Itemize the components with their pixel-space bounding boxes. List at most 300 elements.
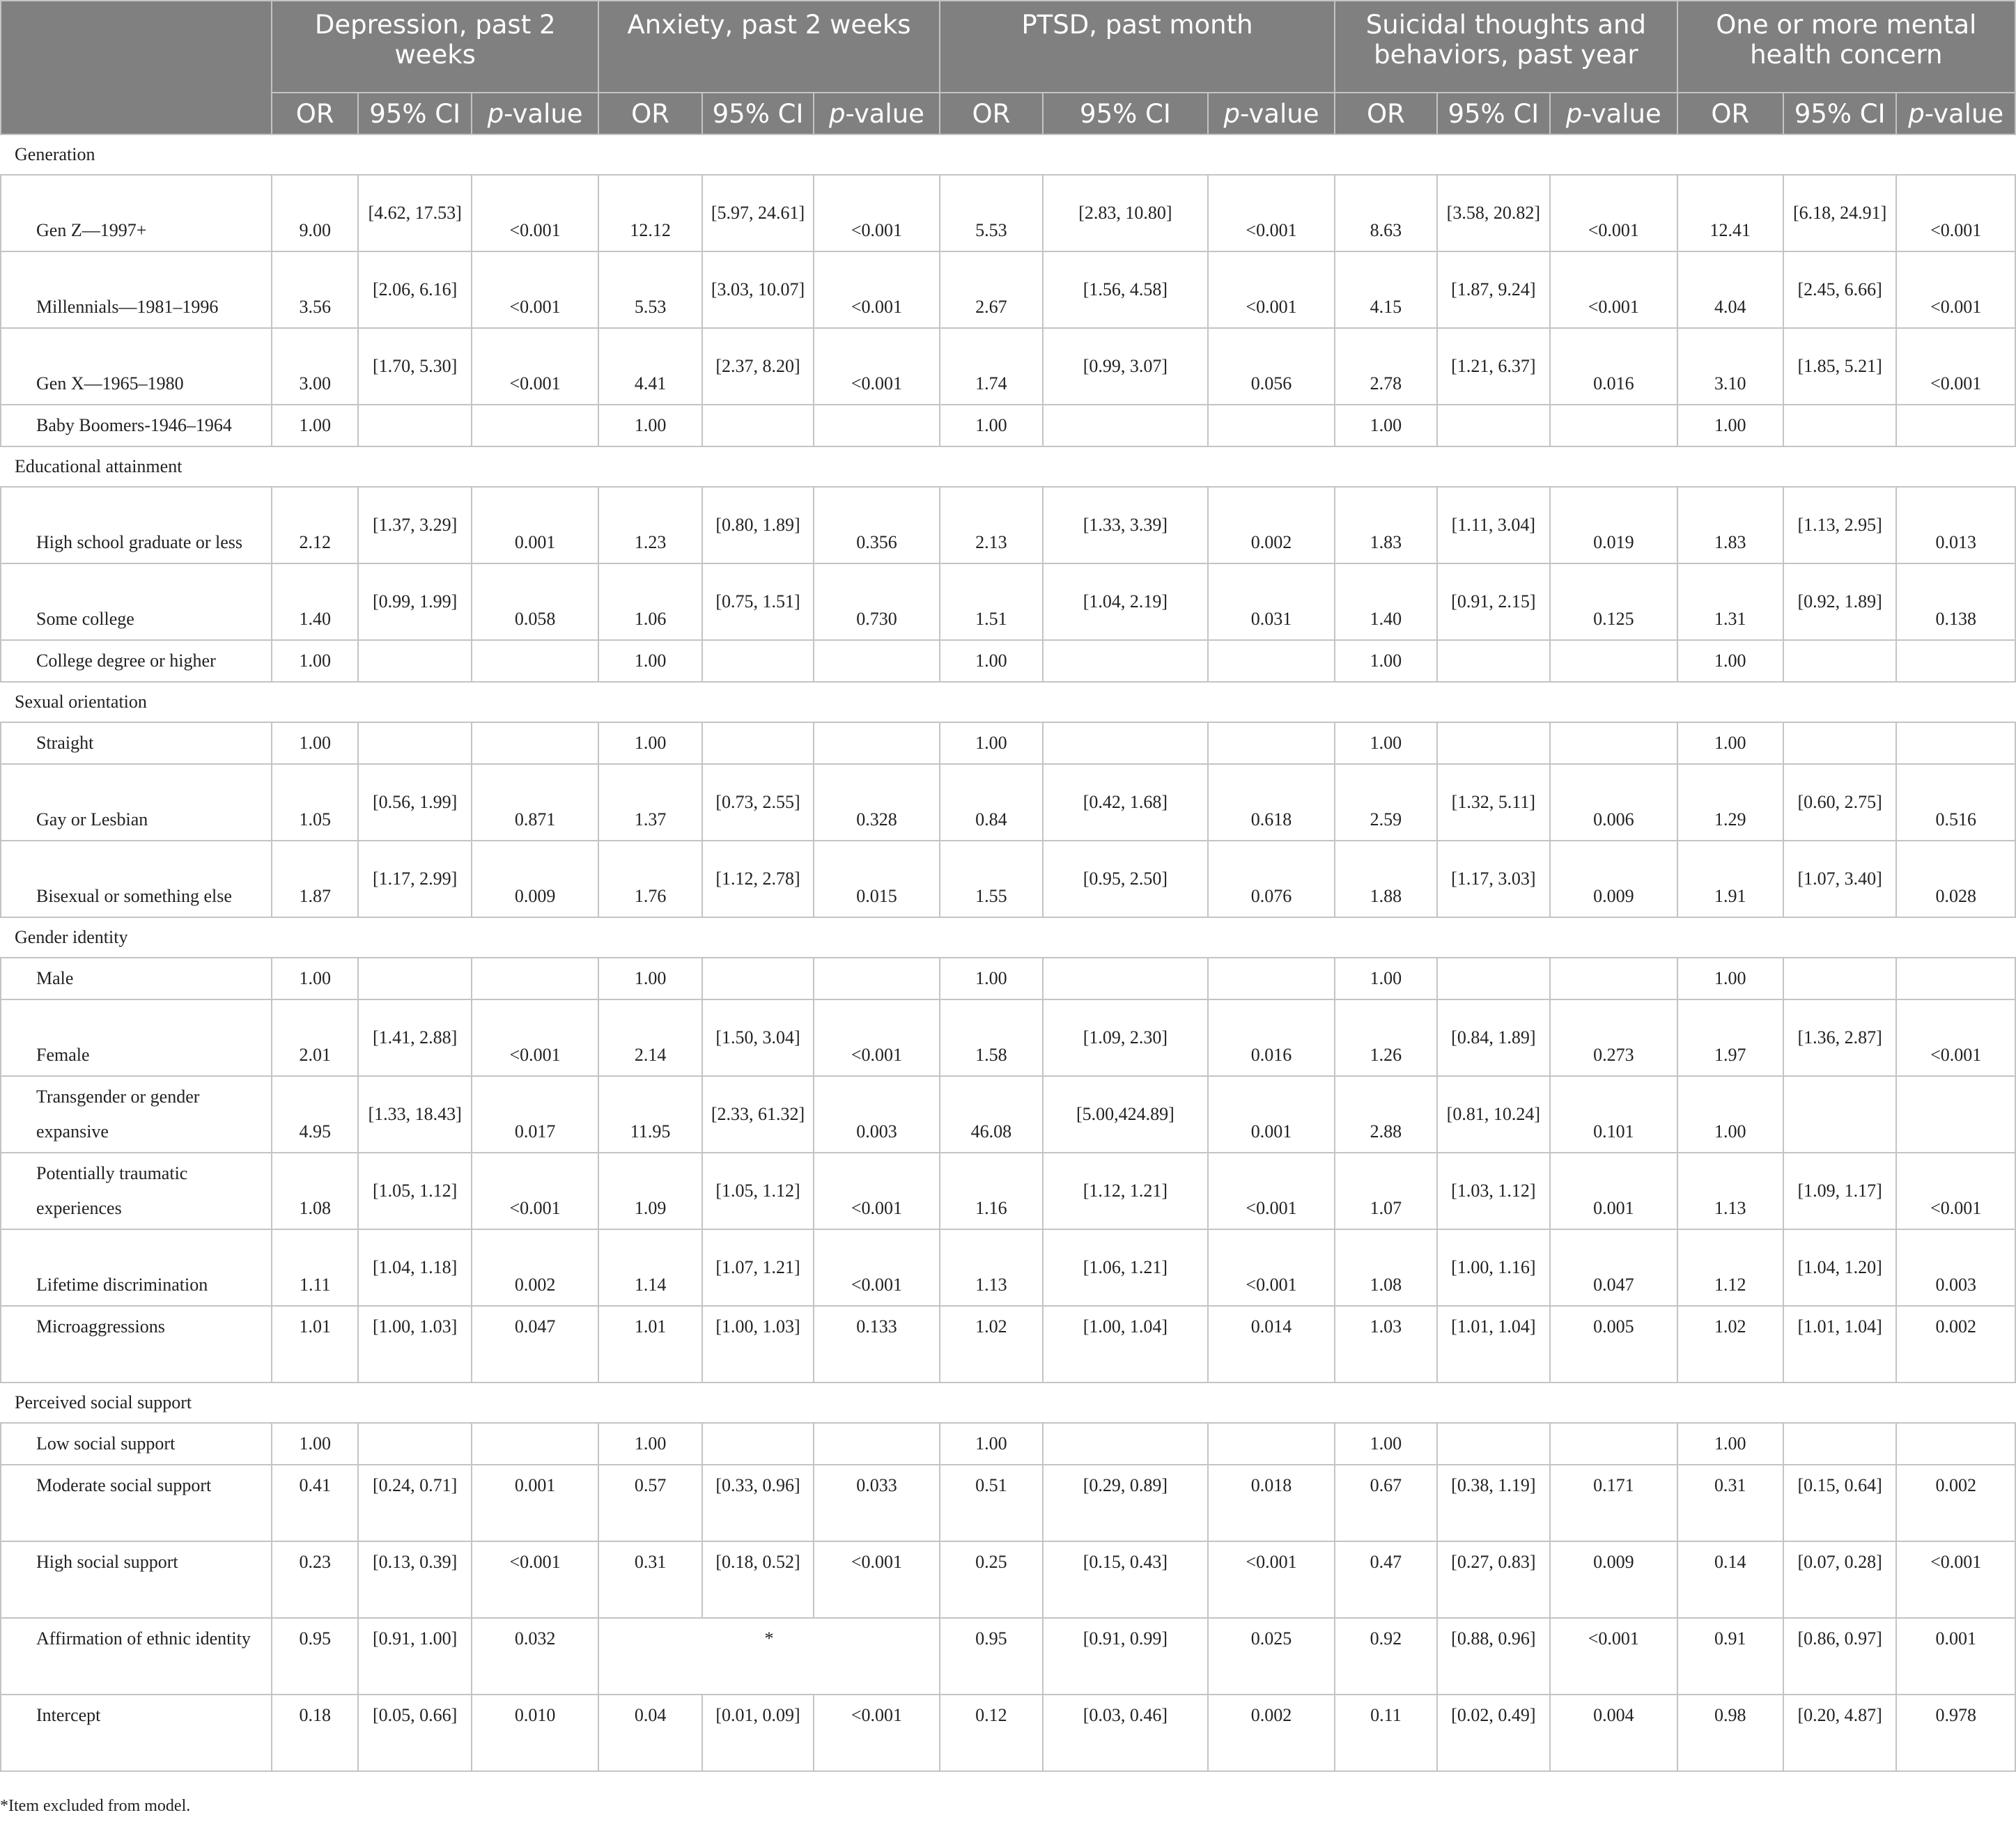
cell-p-value: 0.133	[814, 1306, 940, 1383]
cell-ci: [1.21, 6.37]	[1437, 328, 1550, 405]
cell-ci: [1.07, 1.21]	[702, 1229, 814, 1306]
cell-ci: [2.33, 61.32]	[702, 1076, 814, 1153]
cell-ci	[702, 722, 814, 764]
cell-or: 1.07	[1335, 1153, 1436, 1229]
cell-or: 1.37	[598, 764, 701, 841]
cell-p-value: <0.001	[1208, 1153, 1335, 1229]
cell-ci: [1.85, 5.21]	[1783, 328, 1896, 405]
cell-p-value: 0.009	[1550, 1541, 1677, 1618]
cell-ci	[1783, 640, 1896, 682]
cell-p-value	[472, 640, 599, 682]
cell-ci: [5.00,424.89]	[1043, 1076, 1208, 1153]
cell-p-value: 0.009	[472, 841, 599, 917]
table-row	[1, 251, 2015, 328]
cell-ci: [1.01, 1.04]	[1783, 1306, 1896, 1383]
subheader-ci: 95% CI	[1043, 93, 1208, 134]
cell-p-value	[814, 640, 940, 682]
cell-or: 0.18	[272, 1695, 358, 1771]
cell-p-value: 0.076	[1208, 841, 1335, 917]
cell-p-value: <0.001	[814, 328, 940, 405]
cell-p-value: 0.171	[1550, 1465, 1677, 1541]
cell-or: 0.12	[940, 1695, 1043, 1771]
cell-or: 1.00	[1677, 958, 1783, 999]
cell-or: 1.29	[1677, 764, 1783, 841]
cell-p-value	[1896, 1423, 2015, 1465]
cell-p-value: 0.618	[1208, 764, 1335, 841]
cell-p-value	[472, 722, 599, 764]
section-header-row	[1, 1383, 2015, 1423]
cell-p-value: 0.014	[1208, 1306, 1335, 1383]
cell-p-value: <0.001	[472, 999, 599, 1076]
header-group-depression: Depression, past 2 weeks	[272, 1, 598, 93]
table-row	[1, 328, 2015, 405]
cell-or: 1.00	[1335, 722, 1436, 764]
cell-p-value: <0.001	[1208, 175, 1335, 251]
cell-p-value: 0.018	[1208, 1465, 1335, 1541]
row-label: Microaggressions	[1, 1306, 272, 1383]
cell-or: 11.95	[598, 1076, 701, 1153]
subheader-or: OR	[940, 93, 1043, 134]
subheader-p-value	[472, 93, 599, 134]
cell-ci	[1783, 722, 1896, 764]
cell-or: 3.10	[1677, 328, 1783, 405]
cell-p-value: <0.001	[472, 1541, 599, 1618]
cell-or: 4.04	[1677, 251, 1783, 328]
cell-or: 1.00	[1677, 722, 1783, 764]
cell-or: 0.67	[1335, 1465, 1436, 1541]
cell-p-value	[472, 1423, 599, 1465]
cell-p-value: <0.001	[814, 251, 940, 328]
cell-ci	[1783, 405, 1896, 446]
row-label: Affirmation of ethnic identity	[1, 1618, 272, 1695]
cell-or: 2.14	[598, 999, 701, 1076]
cell-or: 0.23	[272, 1541, 358, 1618]
cell-ci: [1.05, 1.12]	[702, 1153, 814, 1229]
row-label: Transgender or gender expansive	[1, 1076, 272, 1153]
cell-or: 0.51	[940, 1465, 1043, 1541]
table-row	[1, 487, 2015, 563]
cell-or: 2.12	[272, 487, 358, 563]
cell-ci	[358, 640, 471, 682]
cell-p-value: 0.002	[472, 1229, 599, 1306]
cell-or: 4.95	[272, 1076, 358, 1153]
cell-ci: [1.87, 9.24]	[1437, 251, 1550, 328]
cell-ci: [1.04, 1.20]	[1783, 1229, 1896, 1306]
row-label: Male	[1, 958, 272, 999]
cell-p-value: 0.016	[1550, 328, 1677, 405]
cell-p-value: 0.056	[1208, 328, 1335, 405]
cell-ci: [2.06, 6.16]	[358, 251, 471, 328]
subheader-p-italic: p	[487, 98, 504, 129]
cell-ci: [0.15, 0.64]	[1783, 1465, 1896, 1541]
cell-ci: [1.32, 5.11]	[1437, 764, 1550, 841]
cell-or: 3.00	[272, 328, 358, 405]
cell-or: 2.13	[940, 487, 1043, 563]
cell-p-value: <0.001	[814, 175, 940, 251]
cell-ci: [0.02, 0.49]	[1437, 1695, 1550, 1771]
subheader-p-italic: p	[1565, 98, 1583, 129]
row-label: Potentially traumatic experiences	[1, 1153, 272, 1229]
cell-ci: [5.97, 24.61]	[702, 175, 814, 251]
cell-or: 1.00	[598, 405, 701, 446]
cell-or: 0.25	[940, 1541, 1043, 1618]
cell-or: 0.14	[1677, 1541, 1783, 1618]
cell-or: 1.00	[272, 958, 358, 999]
cell-p-value: <0.001	[472, 1153, 599, 1229]
cell-ci: [1.33, 18.43]	[358, 1076, 471, 1153]
cell-ci	[1783, 1076, 1896, 1153]
section-header-row	[1, 134, 2015, 175]
header-group-ptsd: PTSD, past month	[940, 1, 1335, 93]
cell-or: 1.03	[1335, 1306, 1436, 1383]
cell-or: 1.13	[940, 1229, 1043, 1306]
cell-or: 1.00	[940, 722, 1043, 764]
cell-ci: [0.56, 1.99]	[358, 764, 471, 841]
cell-p-value: 0.047	[1550, 1229, 1677, 1306]
cell-ci: [1.01, 1.04]	[1437, 1306, 1550, 1383]
subheader-p-value	[1550, 93, 1677, 134]
header-corner-cell	[1, 1, 272, 134]
cell-or: 0.04	[598, 1695, 701, 1771]
subheader-p-suffix: -value	[1240, 98, 1319, 129]
cell-or: 0.41	[272, 1465, 358, 1541]
subheader-or: OR	[598, 93, 701, 134]
cell-p-value: 0.138	[1896, 563, 2015, 640]
cell-or: 0.91	[1677, 1618, 1783, 1695]
header-group-suicidal: Suicidal thoughts and behaviors, past year	[1335, 1, 1677, 93]
cell-p-value	[814, 958, 940, 999]
cell-or: 1.13	[1677, 1153, 1783, 1229]
row-label: High school graduate or less	[1, 487, 272, 563]
section-label: Generation	[1, 134, 2015, 175]
cell-p-value: 0.001	[1896, 1618, 2015, 1695]
cell-or: 1.91	[1677, 841, 1783, 917]
cell-or: 12.41	[1677, 175, 1783, 251]
cell-or: 1.16	[940, 1153, 1043, 1229]
cell-ci: [1.50, 3.04]	[702, 999, 814, 1076]
header-group-row	[1, 1, 2015, 93]
cell-ci	[1437, 405, 1550, 446]
cell-ci: [1.37, 3.29]	[358, 487, 471, 563]
cell-p-value: 0.001	[472, 487, 599, 563]
cell-ci: [0.42, 1.68]	[1043, 764, 1208, 841]
cell-p-value: 0.002	[1896, 1465, 2015, 1541]
cell-ci: [0.18, 0.52]	[702, 1541, 814, 1618]
cell-p-value: <0.001	[472, 251, 599, 328]
table-row	[1, 405, 2015, 446]
cell-or: 1.97	[1677, 999, 1783, 1076]
cell-ci: [1.12, 1.21]	[1043, 1153, 1208, 1229]
subheader-p-italic: p	[828, 98, 846, 129]
cell-ci: [0.38, 1.19]	[1437, 1465, 1550, 1541]
cell-or: 1.51	[940, 563, 1043, 640]
cell-p-value: <0.001	[472, 328, 599, 405]
cell-or: 1.40	[272, 563, 358, 640]
cell-ci: [0.15, 0.43]	[1043, 1541, 1208, 1618]
row-label: Gay or Lesbian	[1, 764, 272, 841]
cell-p-value: 0.005	[1550, 1306, 1677, 1383]
row-label: Bisexual or something else	[1, 841, 272, 917]
cell-p-value: 0.017	[472, 1076, 599, 1153]
cell-p-value	[1550, 1423, 1677, 1465]
subheader-p-suffix: -value	[845, 98, 924, 129]
cell-ci: [0.81, 10.24]	[1437, 1076, 1550, 1153]
cell-or: 1.00	[1335, 958, 1436, 999]
subheader-p-italic: p	[1908, 98, 1925, 129]
cell-ci: [1.41, 2.88]	[358, 999, 471, 1076]
cell-or: 2.88	[1335, 1076, 1436, 1153]
cell-p-value	[1208, 722, 1335, 764]
cell-or: 1.02	[940, 1306, 1043, 1383]
row-label: Baby Boomers-1946–1964	[1, 405, 272, 446]
cell-ci: [1.70, 5.30]	[358, 328, 471, 405]
cell-p-value: 0.032	[472, 1618, 599, 1695]
cell-or: 1.83	[1677, 487, 1783, 563]
section-header-row	[1, 682, 2015, 722]
subheader-p-suffix: -value	[504, 98, 583, 129]
subheader-p-suffix: -value	[1582, 98, 1661, 129]
cell-ci	[1043, 958, 1208, 999]
cell-ci: [0.05, 0.66]	[358, 1695, 471, 1771]
cell-or: 2.01	[272, 999, 358, 1076]
cell-or: 1.00	[940, 1423, 1043, 1465]
cell-or: 8.63	[1335, 175, 1436, 251]
cell-or: 0.31	[1677, 1465, 1783, 1541]
row-label: Straight	[1, 722, 272, 764]
header-group-any-concern: One or more mental health concern	[1677, 1, 2015, 93]
table-footnote: *Item excluded from model.	[0, 1797, 191, 1815]
cell-ci: [0.01, 0.09]	[702, 1695, 814, 1771]
cell-or: 46.08	[940, 1076, 1043, 1153]
cell-ci: [1.00, 1.03]	[358, 1306, 471, 1383]
cell-ci	[1043, 722, 1208, 764]
table-row	[1, 1423, 2015, 1465]
cell-p-value	[1550, 640, 1677, 682]
cell-ci: [1.17, 3.03]	[1437, 841, 1550, 917]
cell-or: 1.00	[598, 640, 701, 682]
section-header-row	[1, 917, 2015, 958]
cell-or: 2.59	[1335, 764, 1436, 841]
table-row	[1, 1541, 2015, 1618]
cell-or: 1.87	[272, 841, 358, 917]
subheader-p-value	[1208, 93, 1335, 134]
cell-or: 0.84	[940, 764, 1043, 841]
cell-ci: [0.73, 2.55]	[702, 764, 814, 841]
row-label: Millennials—1981–1996	[1, 251, 272, 328]
section-header-row	[1, 446, 2015, 487]
cell-or: 1.00	[598, 722, 701, 764]
subheader-ci: 95% CI	[702, 93, 814, 134]
subheader-ci: 95% CI	[1437, 93, 1550, 134]
cell-p-value: <0.001	[1550, 1618, 1677, 1695]
cell-or: 1.23	[598, 487, 701, 563]
cell-or: 1.00	[272, 405, 358, 446]
cell-ci	[1043, 405, 1208, 446]
cell-ci	[358, 1423, 471, 1465]
cell-p-value: 0.101	[1550, 1076, 1677, 1153]
cell-p-value	[1896, 640, 2015, 682]
cell-p-value: 0.003	[1896, 1229, 2015, 1306]
cell-or: 1.00	[1335, 405, 1436, 446]
cell-p-value: <0.001	[1896, 251, 2015, 328]
cell-p-value: 0.356	[814, 487, 940, 563]
cell-p-value: 0.009	[1550, 841, 1677, 917]
row-label: Gen Z—1997+	[1, 175, 272, 251]
cell-or: 9.00	[272, 175, 358, 251]
table-row	[1, 563, 2015, 640]
cell-or: 2.67	[940, 251, 1043, 328]
cell-or: 1.05	[272, 764, 358, 841]
cell-or: 5.53	[940, 175, 1043, 251]
cell-p-value	[1208, 405, 1335, 446]
cell-or: 1.00	[272, 722, 358, 764]
cell-ci	[702, 1423, 814, 1465]
cell-or: 0.57	[598, 1465, 701, 1541]
cell-ci	[702, 640, 814, 682]
cell-ci	[1437, 1423, 1550, 1465]
cell-ci: [1.04, 2.19]	[1043, 563, 1208, 640]
cell-ci: [1.13, 2.95]	[1783, 487, 1896, 563]
cell-p-value	[1550, 958, 1677, 999]
cell-p-value: 0.730	[814, 563, 940, 640]
row-label: High social support	[1, 1541, 272, 1618]
cell-p-value: 0.871	[472, 764, 599, 841]
subheader-or: OR	[1677, 93, 1783, 134]
cell-ci: [1.00, 1.04]	[1043, 1306, 1208, 1383]
cell-ci: [1.03, 1.12]	[1437, 1153, 1550, 1229]
table-row	[1, 1618, 2015, 1695]
cell-ci: [2.45, 6.66]	[1783, 251, 1896, 328]
cell-p-value: <0.001	[814, 1541, 940, 1618]
cell-ci: [0.92, 1.89]	[1783, 563, 1896, 640]
cell-p-value: <0.001	[1896, 328, 2015, 405]
row-label: Moderate social support	[1, 1465, 272, 1541]
cell-p-value: <0.001	[814, 1695, 940, 1771]
cell-ci: [0.60, 2.75]	[1783, 764, 1896, 841]
section-label: Perceived social support	[1, 1383, 2015, 1423]
cell-or: 0.47	[1335, 1541, 1436, 1618]
cell-p-value	[1896, 722, 2015, 764]
cell-p-value	[814, 722, 940, 764]
cell-p-value: <0.001	[814, 1229, 940, 1306]
cell-ci: [0.07, 0.28]	[1783, 1541, 1896, 1618]
cell-ci: [0.80, 1.89]	[702, 487, 814, 563]
cell-p-value: 0.010	[472, 1695, 599, 1771]
cell-or: 1.02	[1677, 1306, 1783, 1383]
cell-ci: [4.62, 17.53]	[358, 175, 471, 251]
table-row	[1, 764, 2015, 841]
cell-p-value: 0.004	[1550, 1695, 1677, 1771]
cell-p-value: <0.001	[1208, 1541, 1335, 1618]
cell-p-value	[472, 405, 599, 446]
cell-p-value: 0.047	[472, 1306, 599, 1383]
cell-or: 1.26	[1335, 999, 1436, 1076]
cell-or: 1.00	[940, 405, 1043, 446]
cell-ci: [2.83, 10.80]	[1043, 175, 1208, 251]
cell-p-value: 0.033	[814, 1465, 940, 1541]
cell-ci: [0.84, 1.89]	[1437, 999, 1550, 1076]
cell-ci	[1783, 958, 1896, 999]
cell-p-value: 0.001	[1208, 1076, 1335, 1153]
cell-ci	[1783, 1423, 1896, 1465]
table-body	[1, 134, 2015, 1771]
cell-ci: [0.13, 0.39]	[358, 1541, 471, 1618]
cell-p-value	[814, 405, 940, 446]
cell-ci: [0.91, 1.00]	[358, 1618, 471, 1695]
table-row	[1, 1306, 2015, 1383]
cell-ci	[1437, 722, 1550, 764]
cell-p-value	[814, 1423, 940, 1465]
subheader-or: OR	[272, 93, 358, 134]
cell-p-value: <0.001	[1896, 175, 2015, 251]
cell-or: 0.95	[272, 1618, 358, 1695]
cell-or: 3.56	[272, 251, 358, 328]
cell-ci: [1.07, 3.40]	[1783, 841, 1896, 917]
cell-ci: [0.24, 0.71]	[358, 1465, 471, 1541]
cell-p-value: <0.001	[1208, 251, 1335, 328]
cell-ci: [0.99, 1.99]	[358, 563, 471, 640]
cell-ci: [3.03, 10.07]	[702, 251, 814, 328]
cell-or: 1.14	[598, 1229, 701, 1306]
cell-or: 1.09	[598, 1153, 701, 1229]
cell-p-value: 0.019	[1550, 487, 1677, 563]
table-row	[1, 1076, 2015, 1153]
cell-p-value: <0.001	[472, 175, 599, 251]
cell-or: 5.53	[598, 251, 701, 328]
cell-p-value: <0.001	[1896, 1153, 2015, 1229]
cell-or: 0.31	[598, 1541, 701, 1618]
cell-ci: [1.04, 1.18]	[358, 1229, 471, 1306]
subheader-p-value	[814, 93, 940, 134]
cell-ci: [1.00, 1.16]	[1437, 1229, 1550, 1306]
cell-p-value: 0.002	[1208, 487, 1335, 563]
cell-p-value: <0.001	[1896, 999, 2015, 1076]
cell-p-value: <0.001	[1550, 175, 1677, 251]
table-row	[1, 1465, 2015, 1541]
cell-p-value: <0.001	[1550, 251, 1677, 328]
header-subcolumn-row	[1, 93, 2015, 134]
cell-or: 0.92	[1335, 1618, 1436, 1695]
table-row	[1, 175, 2015, 251]
row-label: Female	[1, 999, 272, 1076]
cell-ci: [0.86, 0.97]	[1783, 1618, 1896, 1695]
cell-ci: [1.36, 2.87]	[1783, 999, 1896, 1076]
cell-or: 12.12	[598, 175, 701, 251]
row-label: Low social support	[1, 1423, 272, 1465]
cell-ci: [0.95, 2.50]	[1043, 841, 1208, 917]
cell-ci: [0.29, 0.89]	[1043, 1465, 1208, 1541]
cell-p-value	[1208, 640, 1335, 682]
cell-p-value: <0.001	[1896, 1541, 2015, 1618]
cell-or: 0.95	[940, 1618, 1043, 1695]
cell-p-value	[1896, 405, 2015, 446]
table-row	[1, 958, 2015, 999]
cell-ci: [1.06, 1.21]	[1043, 1229, 1208, 1306]
cell-or: 1.55	[940, 841, 1043, 917]
cell-ci: [0.88, 0.96]	[1437, 1618, 1550, 1695]
cell-or: 1.88	[1335, 841, 1436, 917]
cell-ci: [6.18, 24.91]	[1783, 175, 1896, 251]
table-row	[1, 841, 2015, 917]
cell-or: 1.00	[1335, 1423, 1436, 1465]
cell-p-value: 0.978	[1896, 1695, 2015, 1771]
cell-or: 1.00	[272, 640, 358, 682]
cell-ci	[1043, 1423, 1208, 1465]
cell-ci	[702, 405, 814, 446]
row-label: Intercept	[1, 1695, 272, 1771]
cell-ci	[358, 958, 471, 999]
row-label: College degree or higher	[1, 640, 272, 682]
